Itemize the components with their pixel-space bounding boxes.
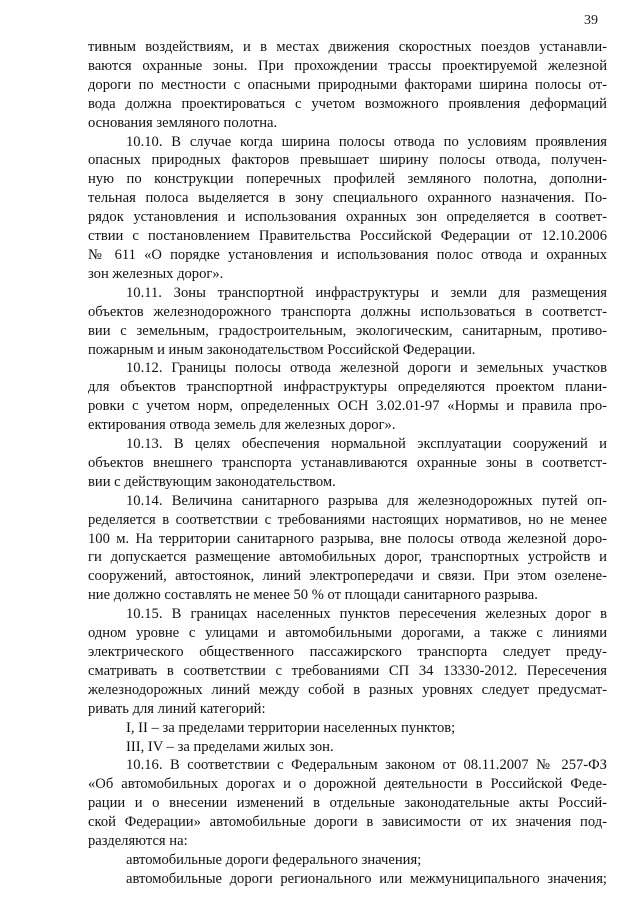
text-line: ную по конструкции поперечных профилей земляного полотна, дополни- (88, 171, 607, 188)
text-line: вода должна проектироваться с учетом возможного проявления деформаций (88, 95, 607, 112)
text-line: ние должно составлять не менее 50 % от площади санитарного разрыва. (88, 587, 538, 604)
text-line: 10.13. В целях обеспечения нормальной эксплуатации сооружений и (126, 436, 607, 453)
text-line: ваются охранные зоны. При прохождении трассы проектируемой железной (88, 57, 607, 74)
text-line: ской Федерации» автомобильные дороги в зависимости от их значения под- (88, 814, 607, 831)
text-line: 10.11. Зоны транспортной инфраструктуры и земли для размещения (126, 284, 607, 301)
text-line: «Об автомобильных дорогах и о дорожной деятельности в Российской Феде- (88, 776, 607, 793)
text-line: основания земляного полотна. (88, 114, 278, 131)
text-line: автомобильные дороги регионального или межмуниципального значения; (126, 870, 607, 887)
body-text (88, 38, 607, 889)
text-line: 10.12. Границы полосы отвода железной дороги и земельных участков (126, 360, 607, 377)
text-line: сматривать в соответствии с требованиями СП 34 13330-2012. Пересечения (88, 662, 607, 679)
text-line: 100 м. На территории санитарного разрыва, вне полосы отвода железной доро- (88, 530, 607, 547)
text-line: рядок установления и использования охранных зон определяется в соответ- (88, 209, 607, 226)
text-line: ектирования отвода земель для железных дорог». (88, 417, 396, 434)
text-line: железнодорожных линий между собой в разных уровнях следует предусмат- (88, 681, 607, 698)
text-line: ствии с постановлением Правительства Российской Федерации от 12.10.2006 (88, 228, 607, 245)
text-line: ровки с учетом норм, определенных ОСН 3.02.01-97 «Нормы и правила про- (88, 398, 607, 415)
text-line: тельная полоса выделяется в зону специального охранного назначения. По- (88, 190, 607, 207)
text-line: автомобильные дороги федерального значения; (126, 851, 422, 868)
text-line: пожарным и иным законодательством Российской Федерации. (88, 341, 476, 358)
text-line: 10.10. В случае когда ширина полосы отвода по условиям проявления (126, 133, 607, 150)
text-line: вии с земельным, градостроительным, экологическим, санитарным, противо- (88, 322, 607, 339)
text-line: разделяются на: (88, 833, 188, 850)
text-line: № 611 «О порядке установления и использования полос отвода и охранных (88, 246, 607, 263)
text-line: рации и о внесении изменений в отдельные законодательные акты Россий- (88, 795, 607, 812)
text-line: объектов железнодорожного транспорта должны использоваться в соответст- (88, 303, 607, 320)
text-line: ги допускается размещение автомобильных дорог, транспортных устройств и (88, 549, 607, 566)
text-line: ривать для линий категорий: (88, 700, 266, 717)
text-line: сооружений, автостоянок, линий электропередачи и связи. При этом озелене- (88, 568, 607, 585)
text-line: 10.14. Величина санитарного разрыва для железнодорожных путей оп- (126, 492, 607, 509)
text-line: дороги по местности с опасными природными факторами ширина полосы от- (88, 76, 607, 93)
text-line: одном уровне с улицами и автомобильными дорогами, а также с линиями (88, 625, 607, 642)
text-line: I, II – за пределами территории населенных пунктов; (126, 719, 456, 736)
text-line: 10.15. В границах населенных пунктов пересечения железных дорог в (126, 606, 607, 623)
text-line: для объектов транспортной инфраструктуры определяются проектом плани- (88, 379, 607, 396)
text-line: опасных природных факторов превышает ширину полосы отвода, получен- (88, 152, 607, 169)
text-line: электрического общественного пассажирского транспорта следует преду- (88, 644, 607, 660)
text-line: III, IV – за пределами жилых зон. (126, 738, 334, 755)
page-number: 39 (584, 13, 598, 28)
text-line: зон железных дорог». (88, 265, 224, 282)
text-line: ределяется в соответствии с требованиями настоящих нормативов, но не менее (88, 511, 607, 528)
text-line: объектов внешнего транспорта устанавливаются охранные зоны в соответст- (88, 454, 607, 471)
text-line: тивным воздействиям, и в местах движения скоростных поездов устанавли- (88, 39, 607, 55)
text-line: 10.16. В соответствии с Федеральным законом от 08.11.2007 № 257-ФЗ (126, 757, 607, 774)
text-line: вии с действующим законодательством. (88, 473, 336, 490)
